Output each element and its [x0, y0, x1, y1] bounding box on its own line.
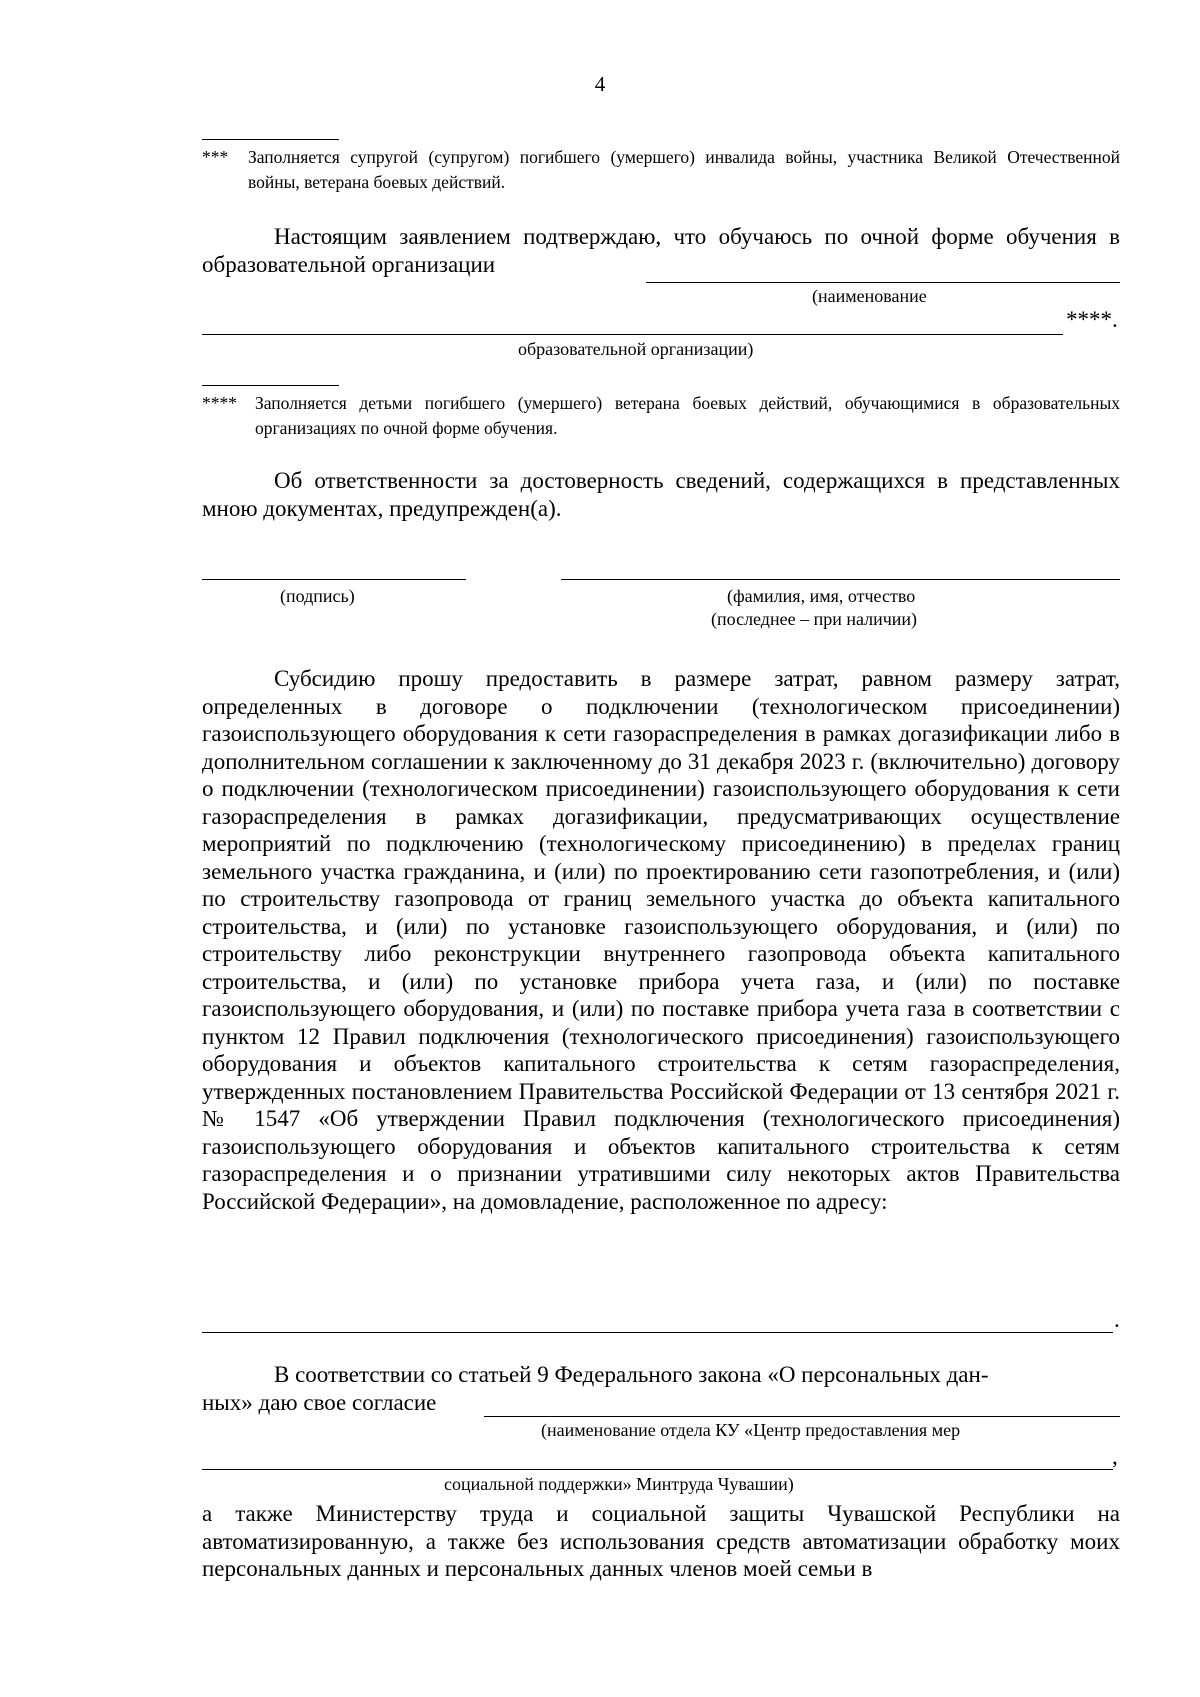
- consent-line-end: ,: [1112, 1444, 1118, 1469]
- full-name-line: [561, 579, 1120, 580]
- consent-caption-top: (наименование отдела КУ «Центр предоставления мер: [541, 1420, 961, 1440]
- footnote-3-marker: ***: [202, 147, 229, 167]
- footnote-4-text: Заполняется детьми погибшего (умершего) ветерана боевых действий, обучающимися в образовательных организациях по очной форме обучения.: [255, 393, 1120, 438]
- page-number: 4: [594, 72, 606, 96]
- education-paragraph: Настоящим заявлением подтверждаю, что обучаюсь по очной форме обучения в образовательной организации: [202, 224, 1120, 277]
- footnote-3-text: Заполняется супругой (супругом) погибшего (умершего) инвалида войны, участника Великой Отечественной войны, ветерана боевых действий.: [248, 147, 1120, 192]
- footnote-3: [202, 145, 1120, 195]
- consent-continuation: а также Министерству труда и социальной защиты Чувашской Республики на автоматизированную, а также без использования средств автоматизации обработку моих персональных данных и персональных данных членов моей семьи в: [202, 1501, 1120, 1581]
- education-footnote-ref: ****.: [1066, 307, 1118, 332]
- education-org-line-2: [202, 334, 1063, 335]
- address-line-end: .: [1114, 1307, 1120, 1332]
- signature-line: [202, 579, 466, 580]
- consent-line-1: В соответствии со статьей 9 Федерального закона «О персональных дан-: [274, 1362, 989, 1387]
- consent-caption-bottom: социальной поддержки» Минтруда Чувашии): [444, 1474, 794, 1494]
- signature-caption: (подпись): [280, 586, 355, 606]
- footnote-4: [202, 391, 1120, 441]
- education-caption-bottom: образовательной организации): [518, 339, 754, 359]
- full-name-caption-1: (фамилия, имя, отчество: [727, 586, 916, 606]
- consent-org-line-1: [484, 1416, 1120, 1417]
- address-line: [202, 1332, 1113, 1333]
- responsibility-paragraph: Об ответственности за достоверность сведений, содержащихся в представленных мною документах, предупрежден(а).: [202, 468, 1120, 521]
- consent-line-2: ных» даю свое согласие: [202, 1390, 437, 1415]
- consent-org-line-2: [202, 1469, 1113, 1470]
- full-name-caption-2: (последнее – при наличии): [711, 609, 918, 629]
- education-org-line-1: [646, 282, 1120, 283]
- footnote-separator-2: [202, 385, 339, 386]
- subsidy-paragraph: Субсидию прошу предоставить в размере затрат, равном размеру затрат, определенных в договоре о подключении (технологическом присоединении) газоиспользующего оборудования к сети газораспределения в рамках догазификации либо в дополнительном соглашении к заключенному до 31 декабря 2023 г. (включительно) договору о подключении (технологическом присоединении) газоиспользующего оборудования к сети газораспределения в рамках догазификации, предусматривающих осуществление мероприятий по подключению (технологическому присоединению) в пределах границ земельного участка гражданина, и (или) по проектированию сети газопотребления, и (или) по строительству газопровода от границ земельного участка до объекта капитального строительства, и (или) по установке газоиспользующего оборудования, и (или) по строительству либо реконструкции внутреннего газопровода объекта капитального строительства, и (или) по установке прибора учета газа, и (или) по поставке газоиспользующего оборудования, и (или) по поставке прибора учета газа в соответствии с пунктом 12 Правил подключения (технологического присоединения) газоиспользующего оборудования и объектов капитального строительства к сетям газораспределения, утвержденных постановлением Правительства Российской Федерации от 13 сентября 2021 г. № 1547 «Об утверждении Правил подключения (технологического присоединения) газоиспользующего оборудования и объектов капитального строительства к сетям газораспределения и о признании утратившими силу некоторых актов Правительства Российской Федерации», на домовладение, расположенное по адресу:: [202, 666, 1120, 1214]
- education-caption-top: (наименование: [812, 286, 927, 306]
- footnote-separator: [202, 139, 339, 140]
- footnote-4-marker: ****: [202, 393, 237, 413]
